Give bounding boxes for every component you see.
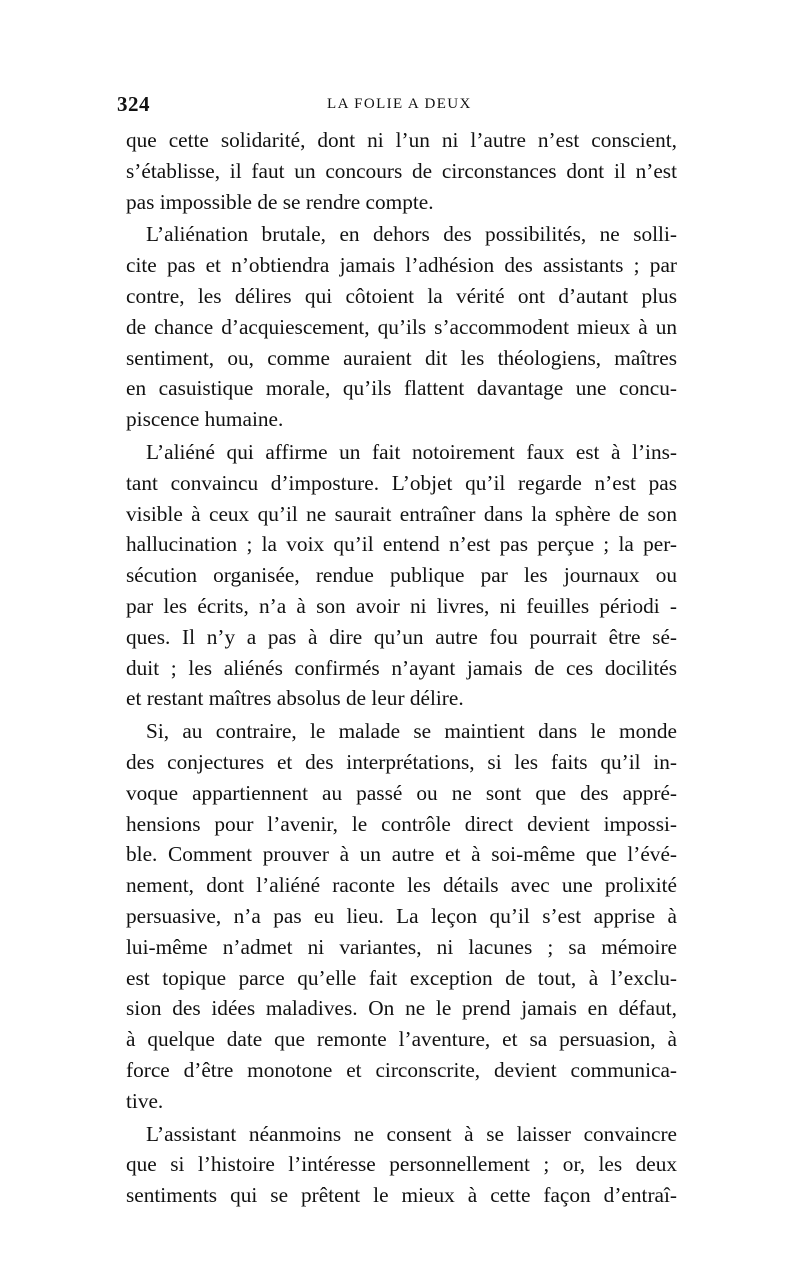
text-line: nement, dont l’aliéné raconte les détails avec une prolixité <box>126 873 677 898</box>
text-line: sentiments qui se prêtent le mieux à cette façon d’entraî- <box>126 1183 677 1208</box>
text-line: persuasive, n’a pas eu lieu. La leçon qu’il s’est apprise à <box>126 903 677 928</box>
text-line: duit ; les aliénés confirmés n’ayant jamais de ces docilités <box>126 655 677 680</box>
text-line: cite pas et n’obtiendra jamais l’adhésion des assistants ; par <box>126 253 677 278</box>
running-title: LA FOLIE A DEUX <box>327 96 472 112</box>
text-line: de chance d’acquiescement, qu’ils s’accommodent mieux à un <box>126 314 677 339</box>
body-text <box>126 125 677 1211</box>
text-line: que si l’histoire l’intéresse personnellement ; or, les deux <box>126 1152 677 1177</box>
text-line: piscence humaine. <box>126 407 284 432</box>
text-line: ques. Il n’y a pas à dire qu’un autre fou pourrait être sé- <box>126 624 677 649</box>
text-line: sion des idées maladives. On ne le prend jamais en défaut, <box>126 996 677 1021</box>
text-line: des conjectures et des interprétations, si les faits qu’il in- <box>126 749 677 774</box>
paragraph-start-line: Si, au contraire, le malade se maintient dans le monde <box>146 719 677 744</box>
page-number: 324 <box>117 92 150 116</box>
text-line: hensions pour l’avenir, le contrôle direct devient impossi- <box>126 811 677 836</box>
text-line: tive. <box>126 1088 164 1113</box>
text-line: force d’être monotone et circonscrite, devient communica- <box>126 1057 677 1082</box>
page-header <box>117 92 677 120</box>
text-line: ble. Comment prouver à un autre et à soi-même que l’évé- <box>126 842 677 867</box>
text-line: contre, les délires qui côtoient la vérité ont d’autant plus <box>126 283 677 308</box>
paragraph-start-line: L’assistant néanmoins ne consent à se laisser convaincre <box>146 1121 677 1146</box>
text-line: par les écrits, n’a à son avoir ni livres, ni feuilles périodi - <box>126 593 677 618</box>
text-line: hallucination ; la voix qu’il entend n’est pas perçue ; la per- <box>126 532 677 557</box>
paragraph-start-line: L’aliénation brutale, en dehors des possibilités, ne solli- <box>146 222 677 247</box>
text-line: lui-même n’admet ni variantes, ni lacunes ; sa mémoire <box>126 934 677 959</box>
text-line: sécution organisée, rendue publique par les journaux ou <box>126 563 677 588</box>
text-line: tant convaincu d’imposture. L’objet qu’il regarde n’est pas <box>126 470 677 495</box>
text-line: et restant maîtres absolus de leur délire. <box>126 686 464 711</box>
text-line: voque appartiennent au passé ou ne sont que des appré- <box>126 780 677 805</box>
text-line: est topique parce qu’elle fait exception de tout, à l’exclu- <box>126 965 677 990</box>
text-line: visible à ceux qu’il ne saurait entraîner dans la sphère de son <box>126 501 677 526</box>
text-line: sentiment, ou, comme auraient dit les théologiens, maîtres <box>126 345 677 370</box>
text-line: pas impossible de se rendre compte. <box>126 189 434 214</box>
text-line: en casuistique morale, qu’ils flattent davantage une concu- <box>126 376 677 401</box>
paragraph-start-line: L’aliéné qui affirme un fait notoirement faux est à l’ins- <box>146 439 677 464</box>
text-line: s’établisse, il faut un concours de circonstances dont il n’est <box>126 158 677 183</box>
text-line: que cette solidarité, dont ni l’un ni l’autre n’est conscient, <box>126 128 677 152</box>
text-line: à quelque date que remonte l’aventure, et sa persuasion, à <box>126 1027 677 1052</box>
